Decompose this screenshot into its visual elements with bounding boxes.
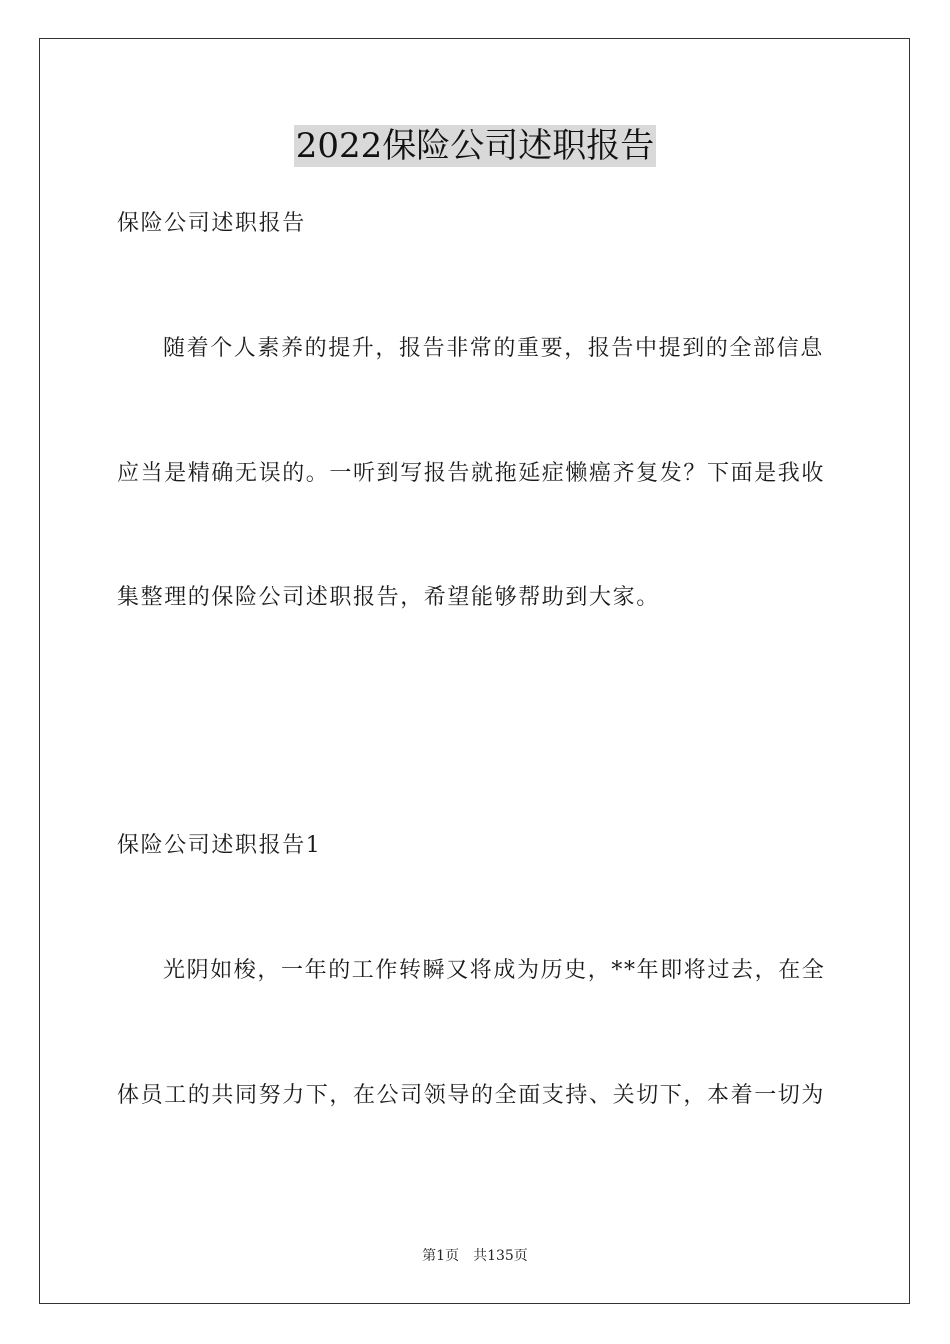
section-line-1: 光阴如梭，一年的工作转瞬又将成为历史，**年即将过去，在全 (163, 958, 826, 983)
document-title: 2022保险公司述职报告 (295, 126, 655, 166)
section-line-2: 体员工的共同努力下，在公司领导的全面支持、关切下，本着一切为 (117, 1083, 826, 1108)
page-footer: 第1页 共135页 (422, 1248, 528, 1264)
intro-line-2: 应当是精确无误的。一听到写报告就拖延症懒癌齐复发？下面是我收 (117, 461, 826, 486)
intro-line-3: 集整理的保险公司述职报告，希望能够帮助到大家。 (117, 585, 660, 610)
subtitle: 保险公司述职报告 (117, 211, 306, 236)
intro-line-1: 随着个人素养的提升，报告非常的重要，报告中提到的全部信息 (163, 336, 824, 361)
section-heading: 保险公司述职报告1 (117, 833, 322, 858)
title-container (0, 125, 950, 167)
